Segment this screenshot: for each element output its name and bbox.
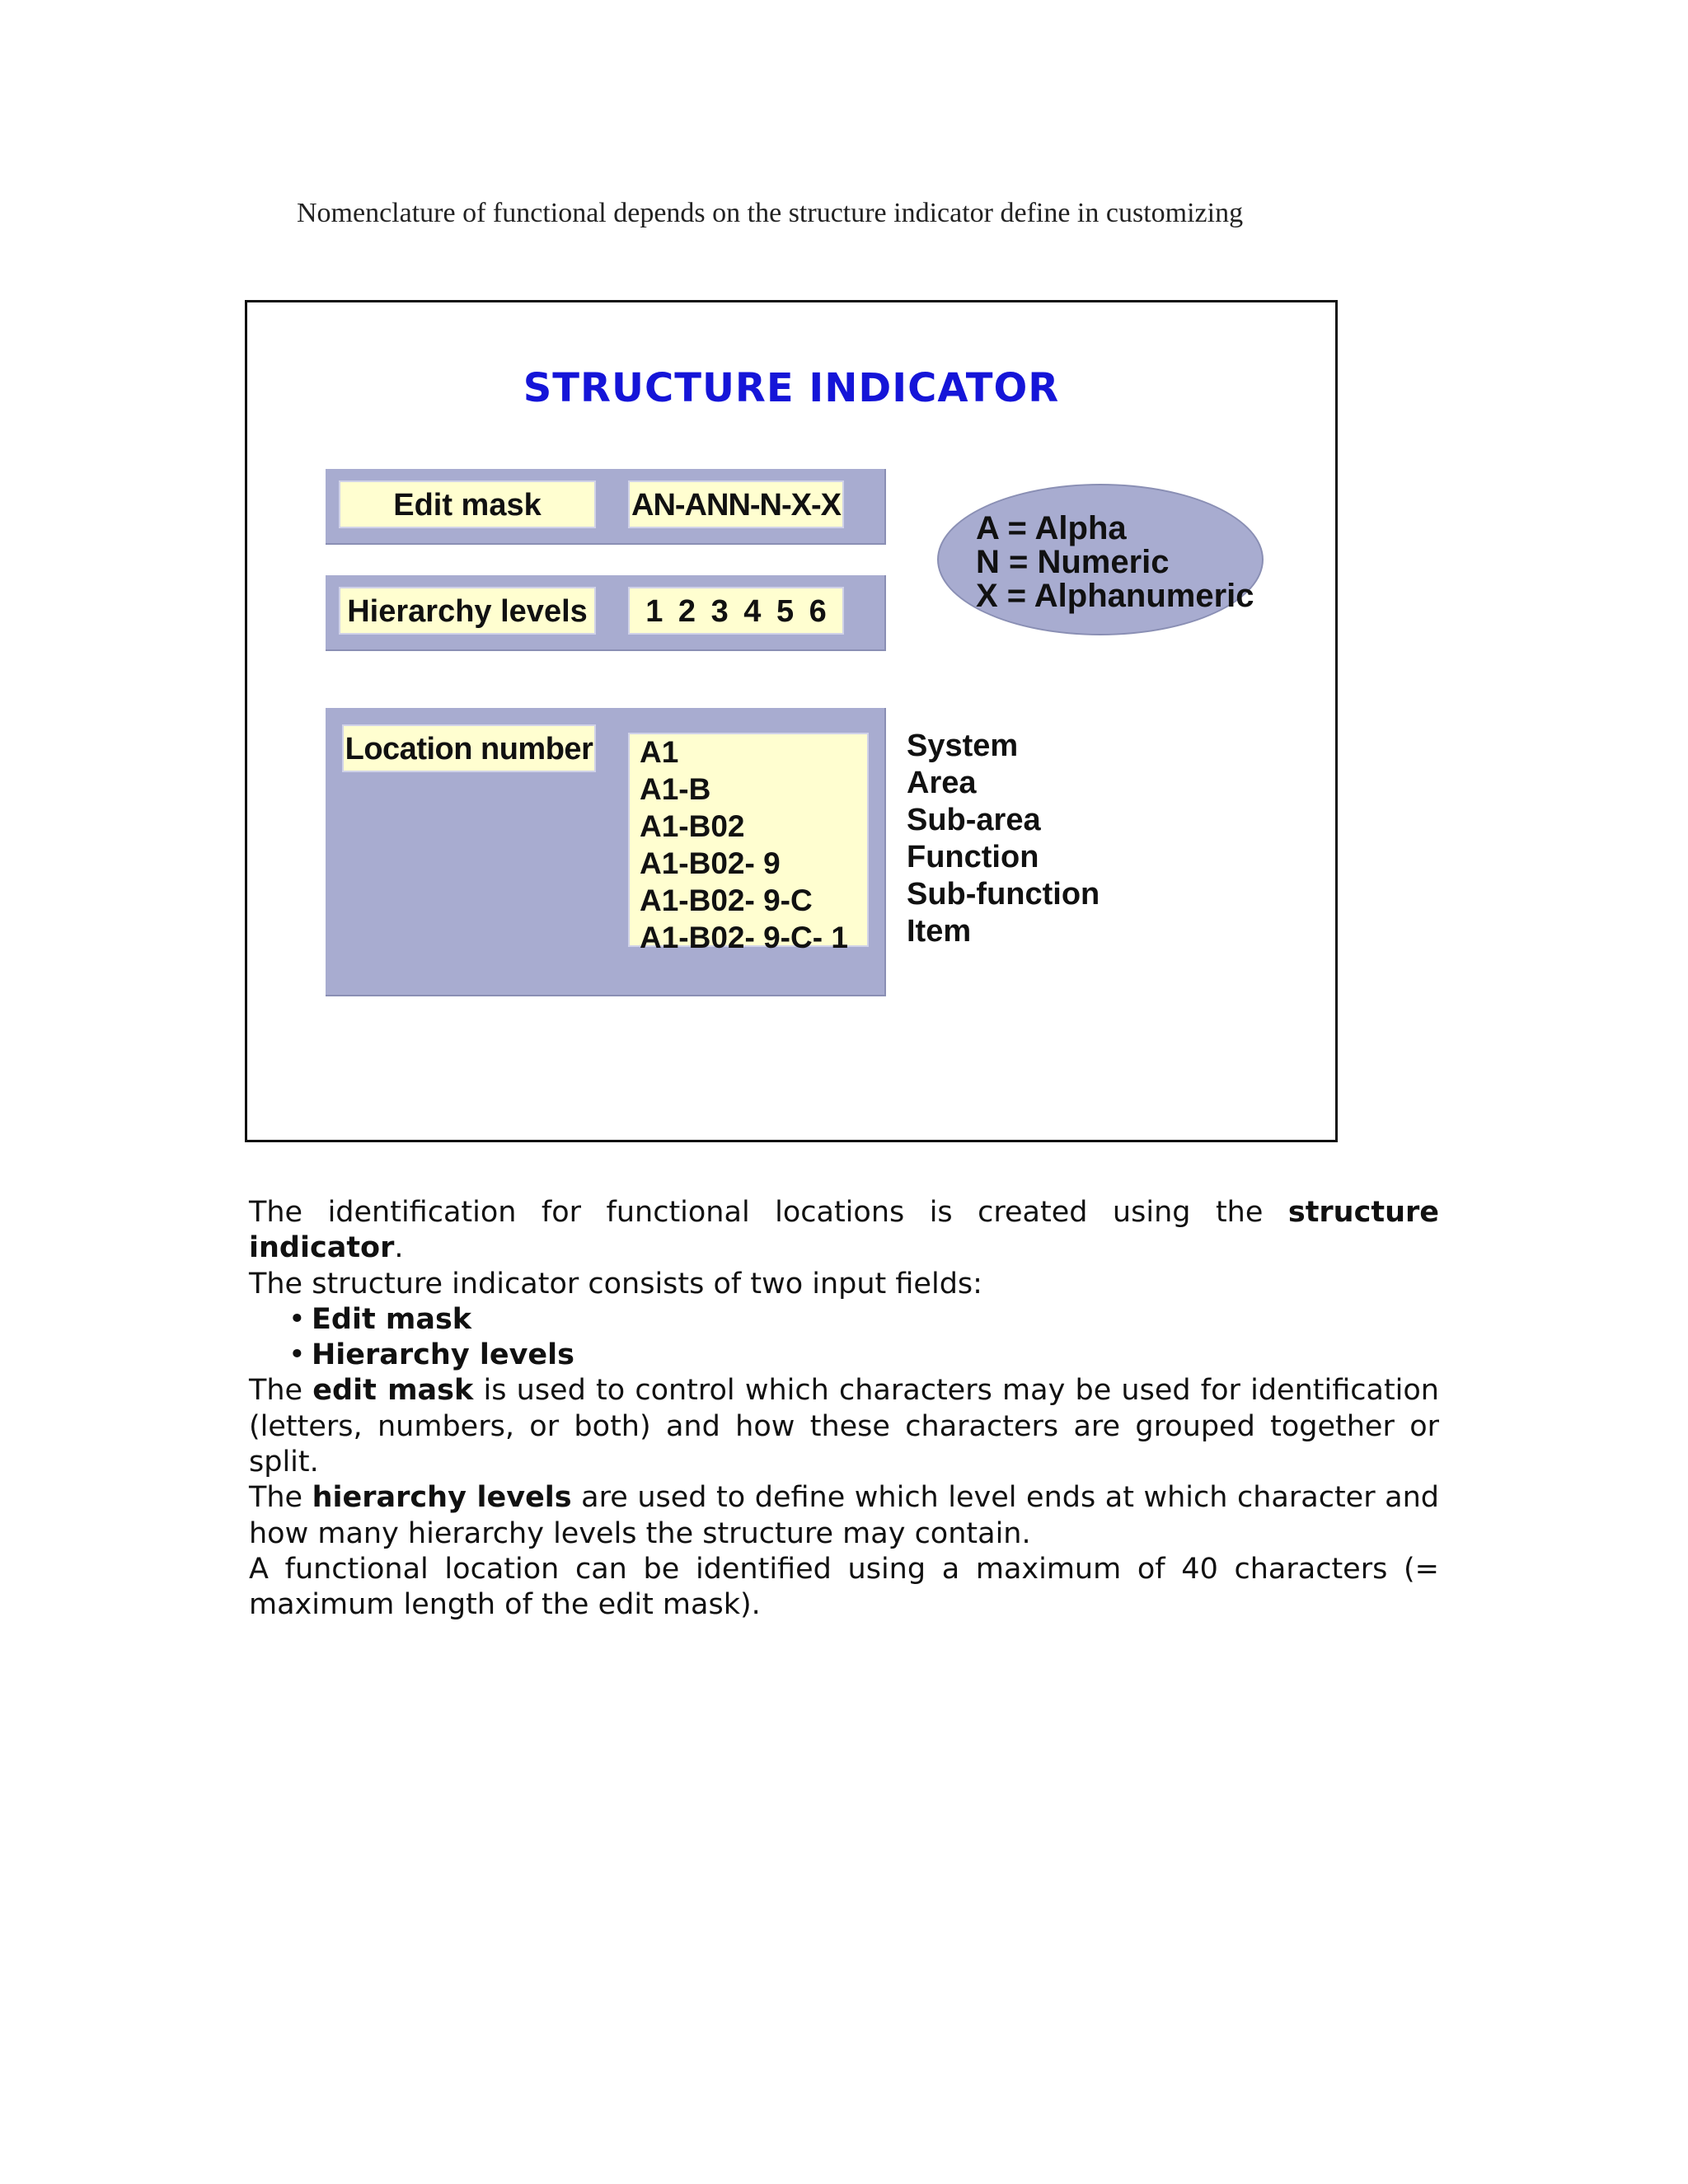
edit-mask-panel	[326, 469, 886, 545]
paragraph	[249, 1480, 1439, 1552]
location-number-label: Location number	[342, 724, 596, 772]
field-list	[249, 1302, 1439, 1374]
slide-title: STRUCTURE INDICATOR	[523, 365, 1060, 411]
level-name: Area	[907, 766, 977, 800]
paragraph	[249, 1373, 1439, 1480]
hierarchy-levels-panel	[326, 575, 886, 651]
location-value: A1-B02- 9-C	[640, 883, 813, 917]
level-name: Item	[907, 914, 972, 949]
hierarchy-level-names	[907, 728, 1100, 950]
edit-mask-label: Edit mask	[339, 480, 596, 528]
description-text	[249, 1195, 1439, 1624]
level-name: Sub-area	[907, 803, 1041, 837]
text-run: .	[394, 1231, 404, 1265]
location-value: A1-B02- 9	[640, 846, 781, 880]
edit-mask-value: AN-ANN-N-X-X	[628, 480, 844, 528]
level-name: Function	[907, 840, 1039, 874]
level-name: System	[907, 729, 1019, 763]
structure-indicator-slide	[245, 300, 1338, 1142]
location-value: A1-B	[640, 772, 711, 806]
bold-term: structure indicator	[249, 1196, 1439, 1265]
hierarchy-levels-label: Hierarchy levels	[339, 587, 596, 635]
legend-text	[976, 512, 1254, 613]
paragraph: A functional location can be identified using a maximum of 40 characters (= maximum length of the edit mask).	[249, 1552, 1439, 1622]
location-value: A1	[640, 735, 679, 769]
text-run: The	[249, 1481, 312, 1515]
legend-entry: A = Alpha	[976, 510, 1127, 546]
location-number-values	[628, 733, 869, 954]
bold-term: hierarchy levels	[312, 1481, 572, 1515]
hierarchy-levels-value: 1 2 3 4 5 6	[628, 587, 844, 635]
list-item: • Hierarchy levels	[292, 1338, 1439, 1373]
legend-entry: X = Alphanumeric	[976, 578, 1254, 614]
text-run: The identification for functional locations is created using the	[249, 1196, 1288, 1229]
text-run: is used to control which characters may be used for identification (letters, numbers, or both) and how these characters are grouped together or split.	[249, 1374, 1439, 1479]
location-number-panel	[326, 708, 886, 996]
legend-entry: N = Numeric	[976, 544, 1170, 580]
list-item: • Edit mask	[292, 1302, 1439, 1338]
paragraph: The structure indicator consists of two input fields:	[249, 1267, 982, 1301]
bold-term: edit mask	[312, 1374, 474, 1408]
level-name: Sub-function	[907, 877, 1100, 912]
paragraph	[249, 1195, 1439, 1267]
text-run: The	[249, 1374, 313, 1408]
location-value: A1-B02- 9-C- 1	[640, 921, 848, 954]
intro-caption: Nomenclature of functional depends on the structure indicator define in customizing	[297, 198, 1244, 228]
text-run: are used to define which level ends at which character and how many hierarchy levels the structure may contain.	[249, 1481, 1439, 1550]
location-value: A1-B02	[640, 809, 745, 843]
